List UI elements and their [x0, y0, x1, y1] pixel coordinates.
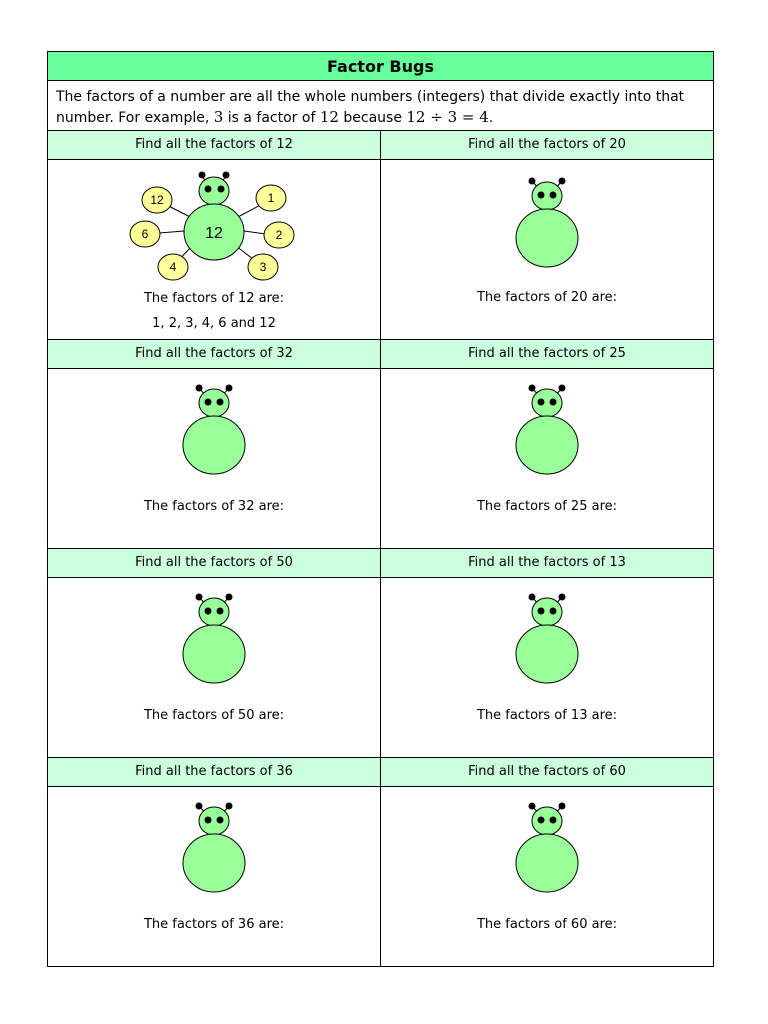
row-1	[48, 131, 713, 340]
intro-line-1: The factors of a number are all the whole numbers (integers) that divide exactly into that	[56, 89, 685, 105]
factors-caption: The factors of 36 are:	[143, 917, 285, 932]
cell-body	[48, 787, 380, 966]
intro-line-2-end: .	[488, 110, 494, 126]
factor-bug-drawing	[179, 592, 249, 684]
cell-factors-32	[48, 340, 380, 548]
cell-factors-12	[48, 131, 380, 339]
cell-factors-13	[380, 549, 713, 757]
row-3	[48, 549, 713, 758]
factors-caption: The factors of 13 are:	[476, 708, 618, 723]
example-equation: 12 ÷ 3 = 4	[406, 108, 489, 126]
cell-header: Find all the factors of 25	[381, 340, 713, 369]
factor-bug-drawing	[179, 801, 249, 893]
factor-leg-2: 2	[275, 228, 283, 242]
cell-body	[48, 160, 380, 339]
factor-bug-drawing	[512, 176, 582, 268]
intro-text	[48, 81, 713, 131]
cell-factors-25	[380, 340, 713, 548]
factors-caption: The factors of 20 are:	[476, 290, 618, 305]
worksheet	[47, 51, 714, 967]
cell-body	[48, 369, 380, 548]
factor-leg-1: 1	[267, 191, 275, 205]
cell-header: Find all the factors of 12	[48, 131, 380, 160]
cell-header: Find all the factors of 13	[381, 549, 713, 578]
cell-header: Find all the factors of 32	[48, 340, 380, 369]
cell-factors-50	[48, 549, 380, 757]
factors-caption: The factors of 60 are:	[476, 917, 618, 932]
cell-header: Find all the factors of 20	[381, 131, 713, 160]
factors-caption: The factors of 50 are:	[143, 708, 285, 723]
cell-body	[381, 578, 713, 757]
factors-caption: The factors of 32 are:	[143, 499, 285, 514]
example-factor-bug-drawing	[129, 168, 299, 284]
factor-leg-4: 4	[169, 260, 177, 274]
cell-factors-20	[380, 131, 713, 339]
worksheet-title: Factor Bugs	[48, 52, 713, 81]
example-number: 12	[319, 108, 339, 126]
factors-answer: 1, 2, 3, 4, 6 and 12	[152, 316, 276, 331]
cell-body	[381, 787, 713, 966]
cell-header: Find all the factors of 50	[48, 549, 380, 578]
intro-line-2-start: number. For example,	[56, 110, 210, 126]
factor-leg-12: 12	[150, 193, 164, 207]
row-4	[48, 758, 713, 966]
factor-leg-6: 6	[141, 227, 149, 241]
factor-bug-drawing	[179, 383, 249, 475]
factor-leg-3: 3	[259, 260, 267, 274]
factors-caption: The factors of 12 are:	[143, 291, 285, 306]
cell-header: Find all the factors of 60	[381, 758, 713, 787]
intro-line-2-mid: is a factor of	[227, 110, 316, 126]
cell-body	[381, 369, 713, 548]
factor-bug-drawing	[512, 592, 582, 684]
example-divisor: 3	[213, 108, 224, 126]
cell-header: Find all the factors of 36	[48, 758, 380, 787]
cell-body	[381, 160, 713, 339]
row-2	[48, 340, 713, 549]
bug-body-number: 12	[205, 225, 223, 242]
factor-bug-drawing	[512, 383, 582, 475]
intro-line-2-because: because	[343, 110, 402, 126]
factors-caption: The factors of 25 are:	[476, 499, 618, 514]
cell-factors-60	[380, 758, 713, 966]
cell-factors-36	[48, 758, 380, 966]
factor-bug-drawing	[512, 801, 582, 893]
cell-body	[48, 578, 380, 757]
